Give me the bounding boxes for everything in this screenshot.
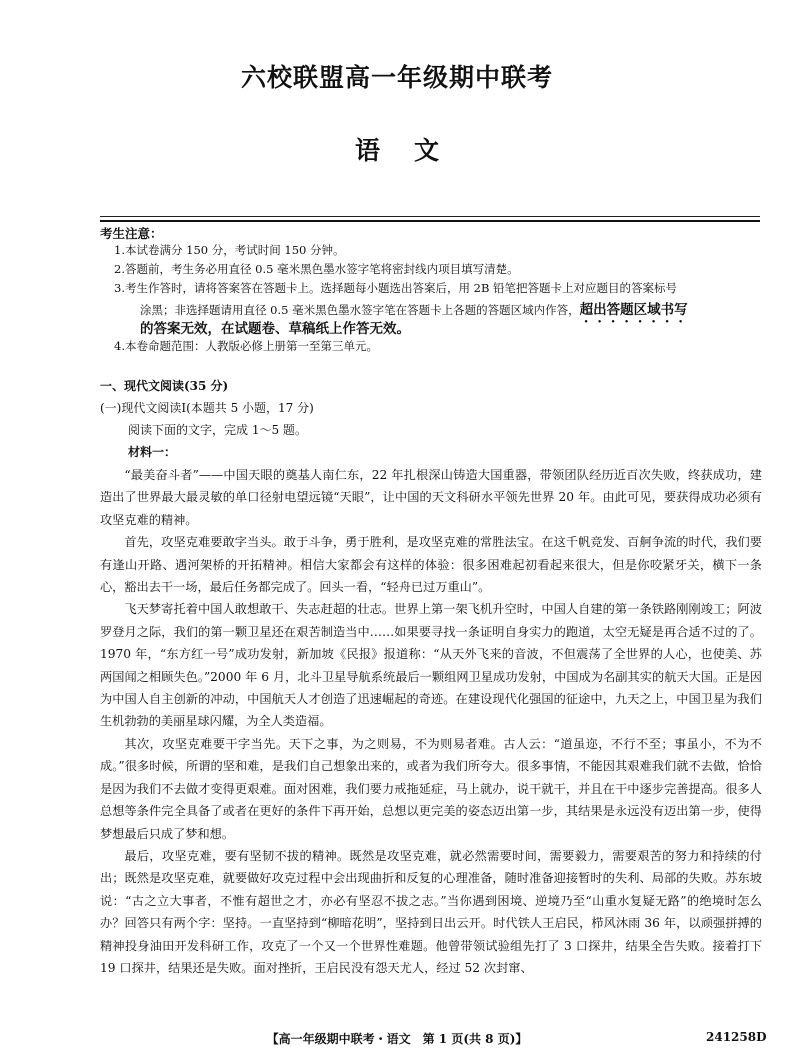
paragraph: 其次，攻坚克难要干字当先。天下之事，为之则易，不为则易者难。古人云：“道虽迩，不行不至；事虽小，不为不成。”很多时候，所谓的坚和难，是我们自己想象出来的，或者为我们所夸大。很多事情，不能因其艰难我们就不去做，恰恰是因为我们不去做才变得更艰难。面对困难，我们要力戒拖延症，马上就办，说干就干，并且在干中逐步完善提高。很多人总想等条件完全具备了或者在更好的条件下再开始，总想以更完美的姿态迈出第一步，其结果是永远没有迈出第一步，使得梦想最后只成了梦和想。 [100,736,762,841]
notice-item-4: 4.本卷命题范围：人教版必修上册第一至第三单元。 [114,339,378,353]
paragraph: 最后，攻坚克难，要有坚韧不拔的精神。既然是攻坚克难，就必然需要时间，需要毅力，需要艰苦的努力和持续的付出；既然是攻坚克难，就要做好攻克过程中会出现曲折和反复的心理准备，随时准备迎接暂时的失利、局部的失败。苏东坡说：“古之立大事者，不惟有超世之才，亦必有坚忍不拔之志。”当你遇到困境、逆境乃至“山重水复疑无路”的绝境时怎么办？回答只有两个字：坚持。一直坚持到“柳暗花明”，坚持到日出云开。时代铁人王启民，栉风沐雨 36 年，以顽强拼搏的精神投身油田开发科研工作，攻克了一个又一个世界性难题。他曾带领试验组先打了 3 口探井，结果全告失败。接着打下 19 口探井，结果还是失败。面对挫折，王启民没有怨天尤人，经过 52 次封窜、 [100,848,762,975]
page-footer: 【高一年级期中联考・语文 第 1 页(共 8 页)】 [266,1032,528,1046]
reading-instruction: 阅读下面的文字，完成 1～5 题。 [128,423,307,437]
notice-item-1: 1.本试卷满分 150 分，考试时间 150 分钟。 [114,243,345,257]
section-heading: 一、现代文阅读(35 分) [100,379,229,393]
passage-body [100,464,762,979]
material-label: 材料一： [128,445,177,459]
exam-code: 241258D [706,1030,767,1044]
notice-item-2: 2.答题前，考生务必用直径 0.5 毫米黑色墨水签字笔将密封线内项目填写清楚。 [114,262,519,276]
paragraph: “最美奋斗者”——中国天眼的奠基人南仁东，22 年扎根深山铸造大国重器，带领团队经历近百次失败，终获成功，建造出了世界最大最灵敏的单口径射电望远镜“天眼”，让中国的天文科研水平领先世界 20 年。由此可见，要获得成功必须有攻坚克难的精神。 [100,468,762,527]
notice-item-3: 3.考生作答时，请将答案答在答题卡上。选择题每小题选出答案后，用 2B 铅笔把答题卡上对应题目的答案标号 [114,281,678,295]
notice-item-3-normal: 涂黑；非选择题请用直径 0.5 毫米黑色墨水签字笔在答题卡上各题的答题区域内作答， [140,303,580,317]
notice-item-3-emphasis: 超出答题区域书写 [579,302,688,318]
notice-item-3-emphasis-cont: 的答案无效，在试题卷、草稿纸上作答无效。 [140,321,410,337]
paragraph: 飞天梦寄托着中国人敢想敢干、失志赶超的壮志。世界上第一架飞机升空时，中国人自建的第一条铁路刚刚竣工；阿波罗登月之际，我们的第一颗卫星还在艰苦制造当中……如果要寻找一条证明自身实力的跑道，太空无疑是再合适不过的了。1970 年，“东方红一号”成功发射，新加坡《民报》报道称：“从天外飞来的音波，不但震荡了全世界的人心，也使美、苏两国闻之相顾失色。”2000 年 6 月，北斗卫星导航系统最后一颗组网卫星成功发射，中国成为名副其实的航天大国。正是因为中国人自主创新的冲动，中国航天人才创造了迅速崛起的奇迹。在建设现代化强国的征途中，九天之上，中国卫星为我们生机勃勃的美丽星球闪耀，为全人类造福。 [100,602,762,729]
subsection-heading: (一)现代文阅读Ⅰ(本题共 5 小题，17 分) [100,401,314,415]
header-divider-thin [100,216,760,217]
subject-title: 语文 [354,136,473,165]
paragraph: 首先，攻坚克难要敢字当头。敢于斗争，勇于胜利，是攻坚克难的常胜法宝。在这千帆竞发、百舸争流的时代，我们要有逢山开路、遇河架桥的开拓精神。相信大家都会有这样的体验：很多困难起初看起来很大，但是你咬紧牙关，横下一条心，豁出去干一场，最后任务都完成了。回头一看，“轻舟已过万重山”。 [100,535,762,595]
notice-heading: 考生注意： [100,226,163,241]
exam-title: 六校联盟高一年级期中联考 [240,63,553,92]
header-divider-thick [100,220,760,222]
